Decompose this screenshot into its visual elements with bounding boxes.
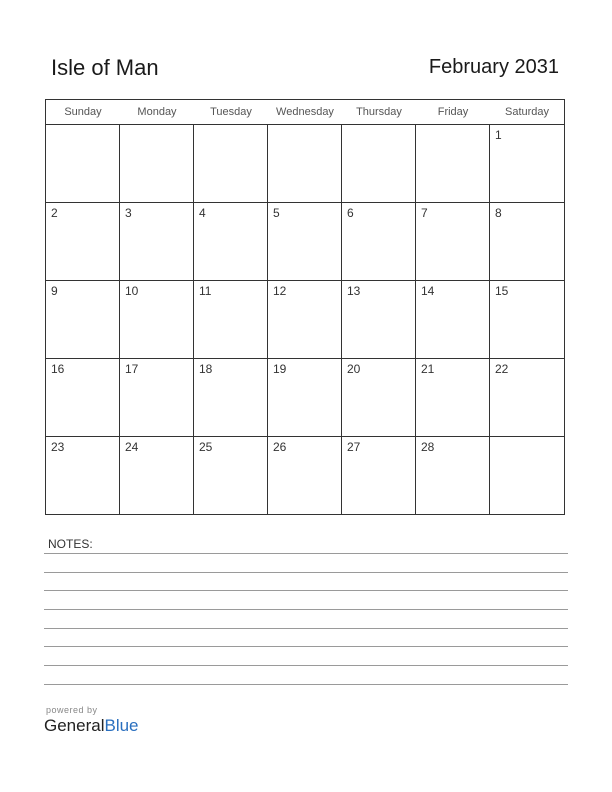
day-cell (120, 437, 194, 514)
brand-name-blue: Blue (104, 716, 139, 735)
day-cell (268, 281, 342, 358)
calendar-grid (45, 99, 565, 515)
day-number: 16 (51, 362, 65, 376)
weekday-thursday: Thursday (356, 106, 402, 118)
day-cell (416, 281, 490, 358)
day-cell (194, 203, 268, 280)
day-number: 27 (347, 440, 361, 454)
day-cell (416, 203, 490, 280)
weekday-tuesday: Tuesday (210, 106, 252, 118)
day-number: 7 (421, 206, 428, 220)
day-number: 24 (125, 440, 139, 454)
day-cell (342, 359, 416, 436)
day-number: 25 (199, 440, 213, 454)
weekday-header-row (46, 100, 564, 125)
brand-logo (44, 716, 139, 736)
day-cell (46, 125, 120, 202)
day-cell (490, 203, 564, 280)
day-cell (194, 281, 268, 358)
day-number: 15 (495, 284, 509, 298)
day-cell (120, 125, 194, 202)
week-row-4 (46, 359, 564, 437)
day-cell (416, 437, 490, 514)
day-cell (342, 125, 416, 202)
day-number: 21 (421, 362, 435, 376)
day-number: 5 (273, 206, 280, 220)
weekday-monday: Monday (137, 106, 177, 118)
day-number: 9 (51, 284, 58, 298)
day-cell (46, 281, 120, 358)
day-cell (120, 281, 194, 358)
weekday-wednesday: Wednesday (276, 106, 334, 118)
day-cell (194, 359, 268, 436)
day-cell (342, 203, 416, 280)
day-number: 1 (495, 128, 502, 142)
day-cell (46, 437, 120, 514)
powered-by-text: powered by (46, 705, 98, 715)
day-number: 26 (273, 440, 287, 454)
note-line (44, 665, 568, 666)
day-cell (120, 203, 194, 280)
day-cell (268, 203, 342, 280)
day-number: 22 (495, 362, 509, 376)
weekday-friday: Friday (437, 106, 469, 118)
region-title: Isle of Man (51, 55, 159, 80)
day-cell (268, 359, 342, 436)
day-number: 18 (199, 362, 213, 376)
day-cell (46, 359, 120, 436)
week-row-2 (46, 203, 564, 281)
day-number: 10 (125, 284, 139, 298)
week-row-5 (46, 437, 564, 514)
note-line (44, 553, 568, 554)
day-cell (416, 359, 490, 436)
day-cell (194, 437, 268, 514)
day-number: 23 (51, 440, 65, 454)
note-line (44, 572, 568, 573)
day-number: 28 (421, 440, 435, 454)
weekday-saturday: Saturday (504, 106, 550, 118)
day-number: 20 (347, 362, 361, 376)
week-row-1 (46, 125, 564, 203)
day-cell (490, 281, 564, 358)
day-cell (490, 359, 564, 436)
day-cell (490, 437, 564, 514)
day-cell (268, 125, 342, 202)
month-title: February 2031 (428, 56, 559, 78)
note-line (44, 684, 568, 685)
note-line (44, 590, 568, 591)
day-cell (416, 125, 490, 202)
day-cell (490, 125, 564, 202)
brand-name-general: General (44, 716, 105, 735)
day-cell (342, 281, 416, 358)
week-row-3 (46, 281, 564, 359)
day-cell (342, 437, 416, 514)
day-number: 11 (199, 284, 212, 298)
day-number: 12 (273, 284, 287, 298)
day-number: 17 (125, 362, 139, 376)
day-number: 6 (347, 206, 354, 220)
day-number: 8 (495, 206, 502, 220)
day-number: 3 (125, 206, 132, 220)
note-line (44, 646, 568, 647)
day-cell (194, 125, 268, 202)
day-cell (120, 359, 194, 436)
day-cell (268, 437, 342, 514)
day-number: 4 (199, 206, 206, 220)
weekday-sunday: Sunday (64, 106, 102, 118)
note-line (44, 628, 568, 629)
day-cell (46, 203, 120, 280)
day-number: 14 (421, 284, 435, 298)
note-line (44, 609, 568, 610)
day-number: 13 (347, 284, 361, 298)
day-number: 19 (273, 362, 287, 376)
notes-label: NOTES: (48, 537, 93, 551)
day-number: 2 (51, 206, 58, 220)
